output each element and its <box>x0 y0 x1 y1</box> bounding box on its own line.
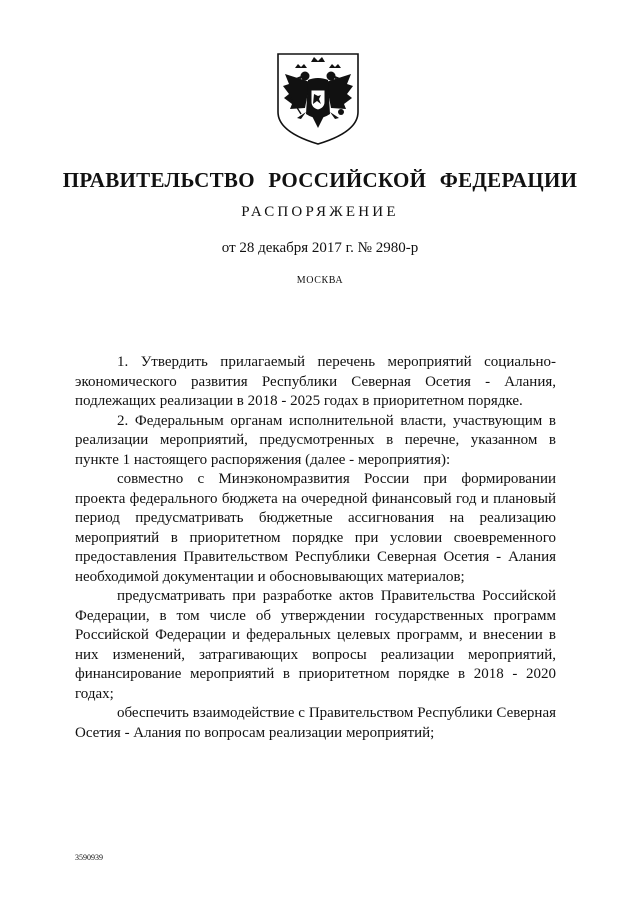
paragraph-item-1: 1. Утвердить прилагаемый перечень мероприятий социально-экономического развития Республики Северная Осетия - Алания, подлежащих реализации в 2018 - 2025 годах в приоритетном порядке. <box>75 354 556 409</box>
coat-of-arms-icon <box>275 52 361 146</box>
government-title: ПРАВИТЕЛЬСТВО РОССИЙСКОЙ ФЕДЕРАЦИИ <box>62 168 578 192</box>
paragraph-federal-budget: совместно с Минэкономразвития России при формировании проекта федерального бюджета на очередной финансовый год и плановый период предусматривать бюджетные ассигнования на реализацию мероприятий в приоритетном порядке при условии своевременного предоставления Правительством Республики Северная Осетия - Алания необходимой документации и обосновывающих материалов; <box>75 471 556 585</box>
document-body <box>75 353 556 743</box>
paragraph-interaction: обеспечить взаимодействие с Правительством Республики Северная Осетия - Алания по вопросам реализации мероприятий; <box>75 705 556 741</box>
paragraph-government-acts: предусматривать при разработке актов Правительства Российской Федерации, в том числе об утверждении государственных программ Российской Федерации и федеральных целевых программ, и внесении в них изменений, затрагивающих вопросы реализации мероприятий, финансирование мероприятий в приоритетном порядке в 2018 - 2020 годах; <box>75 588 556 702</box>
paragraph-item-2: 2. Федеральным органам исполнительной власти, участвующим в реализации мероприятий, предусмотренных в перечне, указанном в пункте 1 настоящего распоряжения (далее - мероприятия): <box>75 412 556 468</box>
document-date-number: от 28 декабря 2017 г. № 2980-р <box>221 240 419 256</box>
document-id-number: 3590939 <box>75 853 103 862</box>
city-name: МОСКВА <box>296 275 344 286</box>
document-type: РАСПОРЯЖЕНИЕ <box>241 204 399 220</box>
